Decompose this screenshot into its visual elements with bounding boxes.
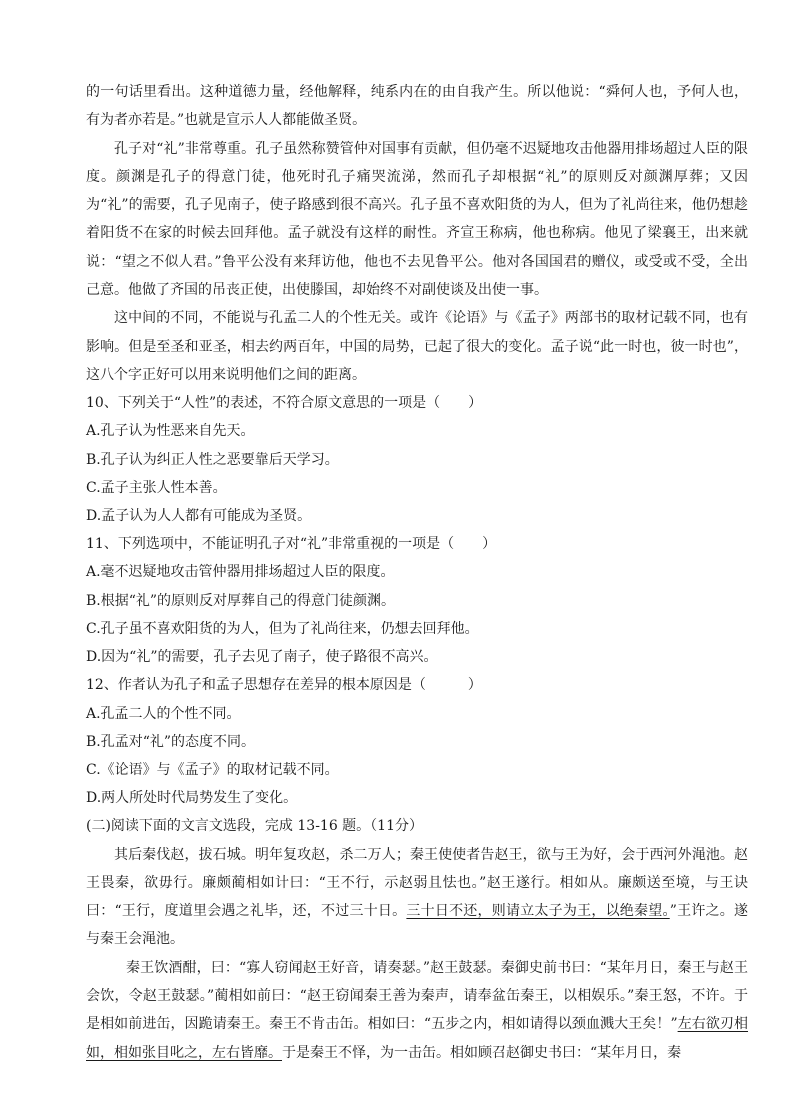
classical-text: 其后秦伐赵，拔石城。明年复攻赵，杀二万人；秦王使使者告赵王，欲与王为好，会于西河外渑池。赵王畏秦，欲毋行。廉颇蔺相如计曰：“王不行，示赵弱且怯也。”赵王遂行。相如从。廉颇送至境，与王诀曰：“王行，度道里会遇之礼毕，还，不过三十日。 [86, 846, 748, 920]
question-12 [86, 671, 748, 812]
classical-text: 秦王饮酒酣，曰：“寡人窃闻赵王好音，请奏瑟。”赵王鼓瑟。秦御史前书曰：“某年月日，秦王与赵王会饮，令赵王鼓瑟。”蔺相如前曰：“赵王窃闻秦王善为秦声，请奉盆缶秦王，以相娱乐。”秦王怒，不许。于是相如前进缶，因跪请秦王。秦王不肯击缶。相如曰：“五步之内，相如请得以颈血溅大王矣！” [86, 959, 748, 1033]
classical-text: ”王许之。遂与秦王会渑池。 [86, 903, 749, 948]
question-stem: 10、下列关于“人性”的表述，不符合原文意思的一项是（ ） [86, 395, 483, 412]
question-11 [86, 530, 748, 671]
passage1-paragraph-2: 孔子对“礼”非常尊重。孔子虽然称赞管仲对国事有贡献，但仍毫不迟疑地攻击他器用排场超过人臣的限度。颜渊是孔子的得意门徒，他死时孔子痛哭流涕，然而孔子却根据“礼”的原则反对颜渊厚葬；又因为“礼”的需要，孔子见南子，使子路感到很不高兴。孔子虽不喜欢阳货的为人，但为了礼尚往来，他仍想趁着阳货不在家的时候去回拜他。孟子就没有这样的耐性。齐宣王称病，他也称病。他见了梁襄王，出来就说：“望之不似人君。”鲁平公没有来拜访他，他也不去见鲁平公。他对各国国君的赠仪，或受或不受，全出己意。他做了齐国的吊丧正使，出使滕国，却始终不对副使谈及出使一事。 [86, 140, 748, 299]
option-a: A.毫不迟疑地攻击管仲器用排场超过人臣的限度。 [86, 564, 395, 581]
classical-text: 于是秦王不怿，为一击缶。相如顾召赵御史书曰：“某年月日，秦 [282, 1044, 682, 1061]
classical-paragraph-1 [86, 841, 748, 954]
option-c: C.《论语》与《孟子》的取材记载不同。 [86, 761, 339, 778]
option-c: C.孟子主张人性本善。 [86, 479, 227, 496]
question-stem: 11、下列选项中，不能证明孔子对“礼”非常重视的一项是（ ） [86, 536, 497, 553]
page-content [86, 78, 748, 1067]
option-d: D.因为“礼”的需要，孔子去见了南子，使子路很不高兴。 [86, 649, 438, 666]
option-d: D.孟子认为人人都有可能成为圣贤。 [86, 508, 312, 525]
section2-heading: (二)阅读下面的文言文选段，完成 13-16 题。（11分） [86, 818, 423, 835]
classical-paragraph-2 [86, 954, 748, 1067]
question-stem: 12、作者认为孔子和孟子思想存在差异的根本原因是（ ） [86, 677, 482, 694]
option-b: B.孔孟对“礼”的态度不同。 [86, 733, 256, 750]
option-d: D.两人所处时代局势发生了变化。 [86, 790, 298, 807]
passage1-paragraph-3: 这中间的不同，不能说与孔孟二人的个性无关。或许《论语》与《孟子》两部书的取材记载不同，也有影响。但是至圣和亚圣，相去约两百年，中国的局势，已起了很大的变化。孟子说“此一时也，彼一时也”，这八个字正好可以用来说明他们之间的距离。 [86, 310, 748, 383]
underlined-sentence-2: 左右欲刃相如，相如张目叱之，左右皆靡。 [86, 1016, 749, 1061]
option-a: A.孔孟二人的个性不同。 [86, 705, 241, 722]
option-b: B.孔子认为纠正人性之恶要靠后天学习。 [86, 451, 339, 468]
option-a: A.孔子认为性恶来自先天。 [86, 423, 255, 440]
question-10 [86, 389, 748, 530]
underlined-sentence-1: 三十日不还，则请立太子为王，以绝秦望。 [406, 903, 670, 920]
option-c: C.孔子虽不喜欢阳货的为人，但为了礼尚往来，仍想去回拜他。 [86, 620, 479, 637]
passage1-paragraph-1: 的一句话里看出。这种道德力量，经他解释，纯系内在的由自我产生。所以他说：“舜何人也，予何人也，有为者亦若是。”也就是宣示人人都能做圣贤。 [86, 84, 748, 129]
option-b: B.根据“礼”的原则反对厚葬自己的得意门徒颜渊。 [86, 592, 396, 609]
